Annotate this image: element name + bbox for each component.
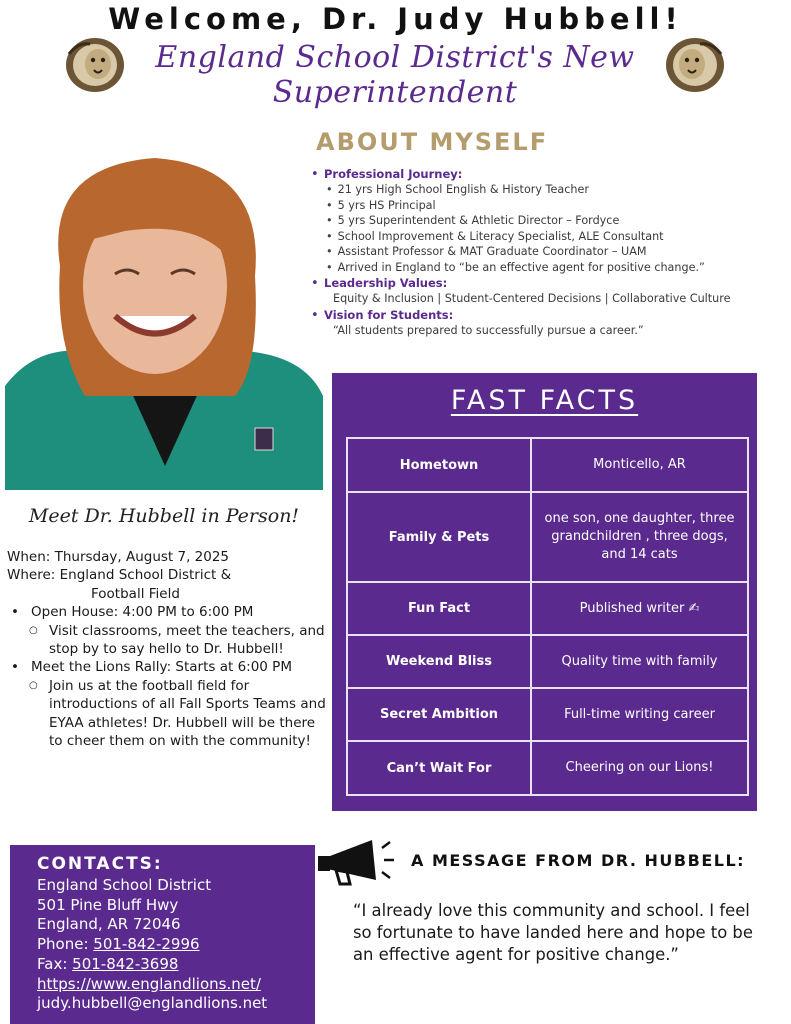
journey-header: • Professional Journey: [311, 167, 463, 182]
vision-text: “All students prepared to successfully pursue a career.” [333, 323, 644, 337]
open-house: Open House: 4:00 PM to 6:00 PM [31, 604, 254, 621]
contact-fax-row [37, 955, 267, 975]
megaphone-icon [316, 836, 396, 888]
contact-city: England, AR 72046 [37, 915, 181, 934]
contacts-section [37, 852, 267, 1014]
fact-label: Can’t Wait For [347, 741, 531, 795]
values-text: Equity & Inclusion | Student-Centered Decisions | Collaborative Culture [333, 292, 731, 305]
lion-logo-icon [64, 34, 126, 96]
table-row [347, 741, 748, 795]
fact-label: Weekend Bliss [347, 635, 531, 688]
lion-logo-icon [664, 34, 726, 96]
journey-item: • Assistant Professor & MAT Graduate Coordinator – UAM [311, 244, 787, 260]
open-house-detail: Visit classrooms, meet the teachers, and stop by to say hello to Dr. Hubbell! [49, 622, 325, 658]
phone-label: Phone: [37, 935, 94, 954]
values-header: • Leadership Values: [311, 276, 448, 291]
page-subtitle: England School District's New Superintendent [155, 40, 635, 110]
journey-item: • 21 yrs High School English & History Teacher [311, 182, 787, 198]
fact-value: one son, one daughter, three grandchildren , three dogs, and 14 cats [531, 492, 748, 582]
fax-label: Fax: [37, 954, 73, 973]
journey-title: Professional Journey: [324, 167, 463, 181]
journey-item: • School Improvement & Literacy Specialist, ALE Consultant [311, 229, 787, 245]
table-row [347, 492, 748, 582]
message-heading: A MESSAGE FROM DR. HUBBELL: [411, 851, 746, 870]
fact-label: Secret Ambition [347, 688, 531, 741]
fast-facts-title: FAST FACTS [450, 385, 639, 416]
rally: Meet the Lions Rally: Starts at 6:00 PM [31, 659, 292, 676]
rally-detail: Join us at the football field for introductions of all Fall Sports Teams and EYAA athletes! Dr. Hubbell will be there to cheer them on with the community! [49, 677, 326, 750]
fast-facts-table [346, 437, 749, 796]
contacts-heading: CONTACTS: [37, 854, 163, 874]
fact-label: Family & Pets [347, 492, 531, 582]
phone-link[interactable]: 501-842-2996 [93, 935, 200, 954]
fax-link[interactable]: 501-842-3698 [72, 954, 179, 973]
fact-label: Hometown [347, 438, 531, 492]
journey-item: • Arrived in England to “be an effective agent for positive change.” [311, 260, 787, 276]
portrait-photo [5, 146, 323, 490]
fact-value: Published writer ✍ [531, 582, 748, 635]
fact-label: Fun Fact [347, 582, 531, 635]
table-row [347, 582, 748, 635]
meet-where-cont: Football Field [91, 585, 180, 602]
vision-header: • Vision for Students: [311, 307, 454, 323]
table-row [347, 688, 748, 741]
meet-where: Where: England School District & [7, 567, 232, 584]
contact-street: 501 Pine Bluff Hwy [37, 895, 179, 914]
meet-when: When: Thursday, August 7, 2025 [7, 549, 230, 565]
meet-details [7, 548, 332, 750]
fact-value: Cheering on our Lions! [531, 741, 748, 795]
fact-value: Monticello, AR [531, 438, 748, 492]
table-row [347, 438, 748, 492]
vision-title: Vision for Students: [324, 307, 454, 322]
fact-value: Full-time writing career [531, 688, 748, 741]
values-title: Leadership Values: [324, 276, 448, 290]
page-title: Welcome, Dr. Judy Hubbell! [108, 2, 683, 36]
fact-value: Quality time with family [531, 635, 748, 688]
journey-item: • 5 yrs HS Principal [311, 198, 787, 214]
contact-email[interactable]: judy.hubbell@englandlions.net [37, 994, 268, 1013]
meet-title: Meet Dr. Hubbell in Person! [28, 505, 300, 527]
website-link[interactable]: https://www.englandlions.net/ [37, 974, 261, 993]
list-item: • Meet the Lions Rally: Starts at 6:00 PM [11, 659, 292, 676]
list-item: • Open House: 4:00 PM to 6:00 PM [11, 604, 254, 621]
contact-org: England School District [37, 876, 212, 894]
message-text: “I already love this community and school. I feel so fortunate to have landed here and hope to be an effective agent for positive change.” [353, 901, 753, 964]
about-heading: ABOUT MYSELF [316, 128, 549, 156]
contact-phone-row [37, 935, 267, 955]
list-item: ○ Visit classrooms, meet the teachers, and stop by to say hello to Dr. Hubbell! [7, 622, 332, 659]
journey-item: • 5 yrs Superintendent & Athletic Director – Fordyce [311, 213, 787, 229]
about-section [311, 166, 787, 338]
list-item: ○ Join us at the football field for introductions of all Fall Sports Teams and EYAA athletes! Dr. Hubbell will be there to cheer them on with the community! [7, 677, 332, 751]
table-row [347, 635, 748, 688]
